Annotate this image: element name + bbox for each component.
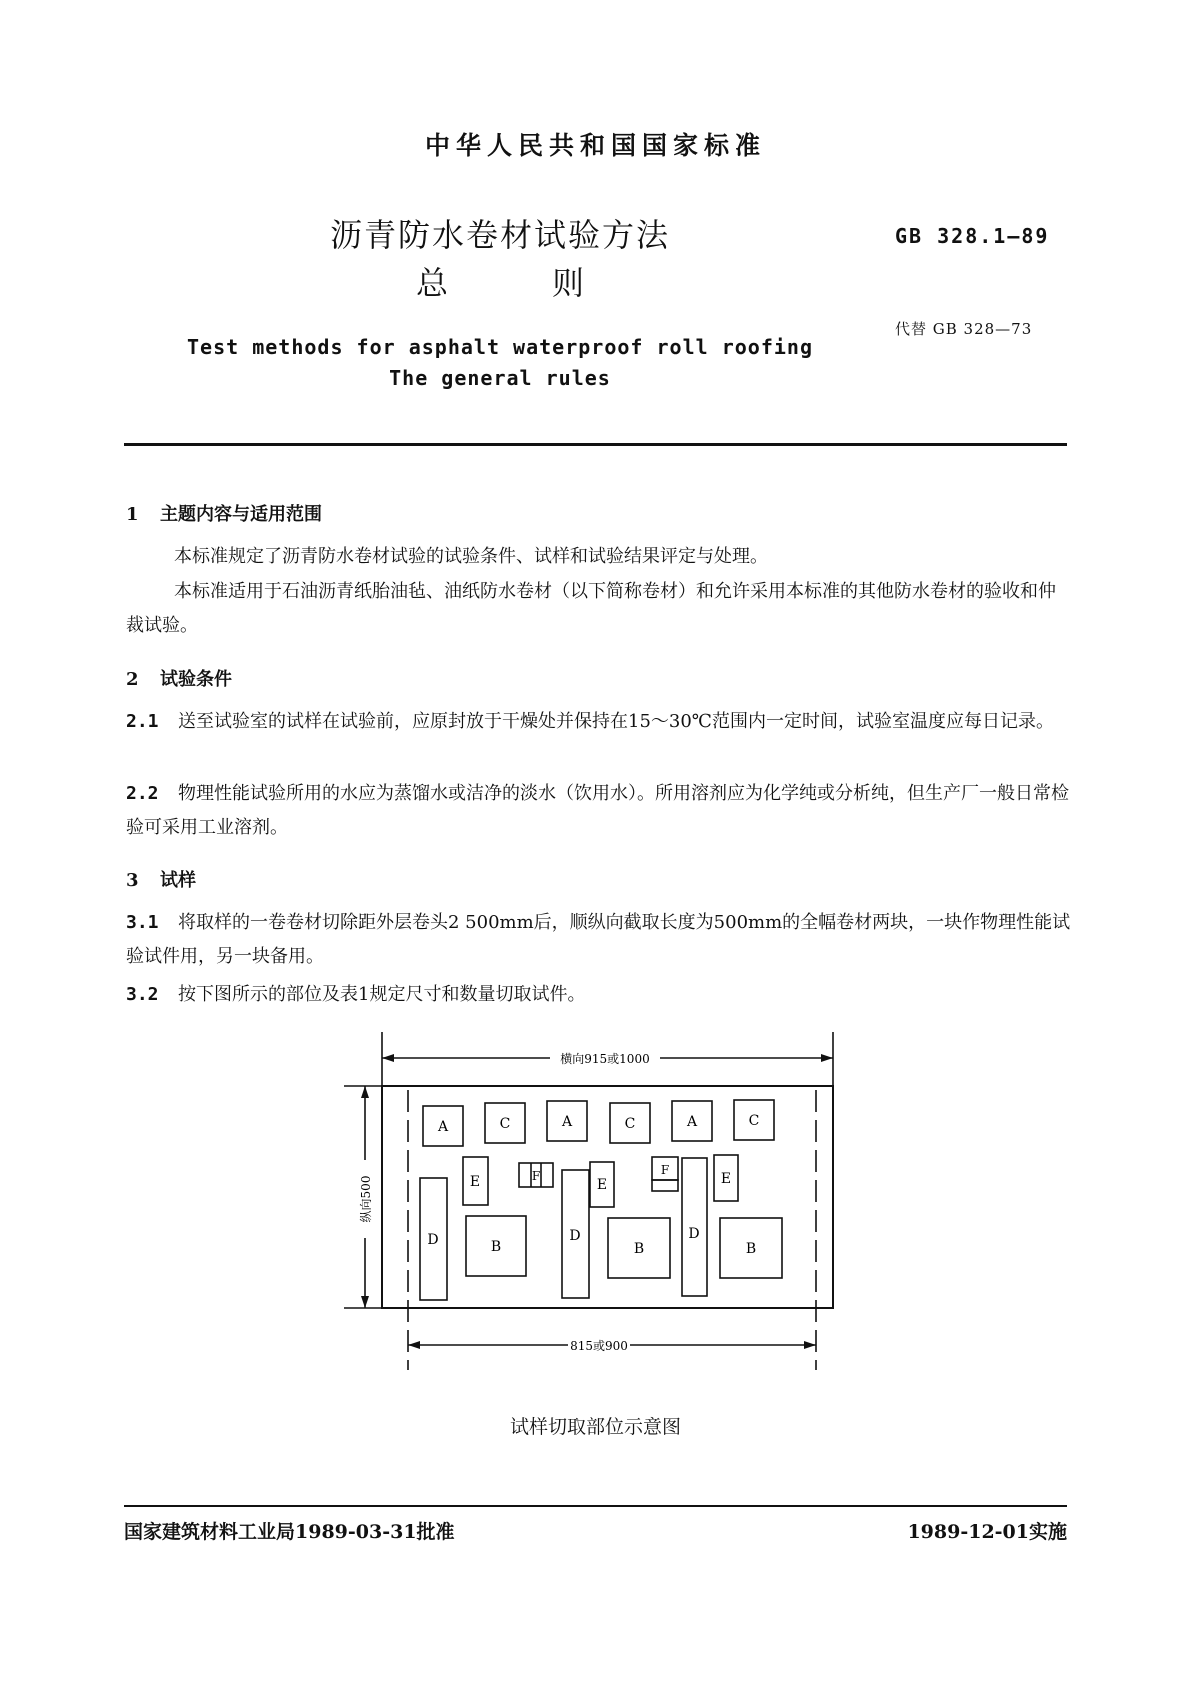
clause-2-2	[126, 777, 1071, 845]
title-en: Test methods for asphalt waterproof roll roofing	[187, 335, 813, 359]
label-f-2: F	[660, 1163, 670, 1177]
dim-inner-label: 815或900	[570, 1339, 628, 1353]
label-a-3: A	[686, 1114, 698, 1130]
arrow-top-right	[821, 1054, 833, 1062]
arrow-bottom-left	[408, 1341, 420, 1349]
label-e-3: E	[720, 1171, 732, 1187]
label-d-1: D	[427, 1232, 439, 1248]
section-1-heading	[126, 500, 322, 526]
label-d-2: D	[569, 1228, 581, 1244]
clause-2-1-number: 2.1	[126, 711, 159, 732]
arrow-left-top	[361, 1086, 369, 1098]
replaces-note: 代替 GB 328—73	[895, 320, 1033, 338]
effective-date: 1989-12-01实施	[907, 1521, 1067, 1543]
subtitle-zh	[250, 258, 750, 304]
clause-2-2-number: 2.2	[126, 783, 159, 804]
label-f-1: F	[531, 1169, 541, 1183]
subtitle-en: The general rules	[389, 366, 611, 390]
label-a-2: A	[561, 1114, 573, 1130]
footer-divider	[124, 1505, 1067, 1507]
section-2-heading	[126, 665, 232, 691]
label-b-2: B	[633, 1241, 645, 1257]
clause-3-1	[126, 906, 1071, 974]
label-e-1: E	[469, 1174, 481, 1190]
clause-3-1-text: 将取样的一卷卷材切除距外层卷头2 500mm后，顺纵向截取长度为500mm的全幅卷材两块，一块作物理性能试验试件用，另一块备用。	[126, 912, 1071, 967]
label-e-2: E	[596, 1177, 608, 1193]
figure-caption: 试样切取部位示意图	[509, 1416, 681, 1438]
subtitle-zh-part-1: 总	[415, 264, 448, 302]
section-1-paragraph-2: 本标准适用于石油沥青纸胎油毡、油纸防水卷材（以下简称卷材）和允许采用本标准的其他防水卷材的验收和仲裁试验。	[126, 581, 1056, 636]
clause-3-1-number: 3.1	[126, 912, 159, 933]
subtitle-zh-part-2: 则	[552, 264, 585, 302]
dim-height-label: 纵向500	[359, 1175, 373, 1223]
arrow-left-bottom	[361, 1296, 369, 1308]
clause-2-2-text: 物理性能试验所用的水应为蒸馏水或洁净的淡水（饮用水）。所用溶剂应为化学纯或分析纯，但生产厂一般日常检验可采用工业溶剂。	[126, 783, 1069, 838]
label-b-1: B	[490, 1239, 502, 1255]
section-2-title: 试验条件	[160, 669, 232, 690]
arrow-bottom-right	[804, 1341, 816, 1349]
title-zh: 沥青防水卷材试验方法	[329, 216, 670, 254]
header-divider	[124, 443, 1067, 446]
section-2-number: 2	[126, 669, 139, 690]
dim-width-label: 横向915或1000	[560, 1052, 650, 1066]
label-d-3: D	[688, 1226, 700, 1242]
clause-2-1-text: 送至试验室的试样在试验前，应原封放于干燥处并保持在15～30℃范围内一定时间，试验室温度应每日记录。	[178, 711, 1054, 732]
clause-3-2-text: 按下图所示的部位及表1规定尺寸和数量切取试件。	[178, 984, 586, 1005]
section-1-title: 主题内容与适用范围	[160, 504, 322, 525]
sample-cutting-diagram	[330, 1030, 870, 1375]
clause-3-2-number: 3.2	[126, 984, 159, 1005]
section-1-paragraph-1: 本标准规定了沥青防水卷材试验的试验条件、试样和试验结果评定与处理。	[174, 546, 768, 567]
approval-note: 国家建筑材料工业局1989-03-31批准	[124, 1521, 455, 1543]
section-3-heading	[126, 866, 196, 892]
arrow-top-left	[382, 1054, 394, 1062]
national-standard-heading: 中华人民共和国国家标准	[424, 131, 766, 160]
section-3-number: 3	[126, 870, 139, 891]
clause-2-1	[126, 705, 1071, 739]
label-c-1: C	[499, 1116, 511, 1132]
label-c-2: C	[624, 1116, 636, 1132]
label-b-3: B	[745, 1241, 757, 1257]
section-3-title: 试样	[160, 870, 196, 891]
label-a-1: A	[437, 1119, 449, 1135]
section-1-number: 1	[126, 504, 139, 525]
gb-code: GB 328.1—89	[895, 224, 1050, 248]
clause-3-2	[126, 978, 1071, 1012]
label-c-3: C	[748, 1113, 760, 1129]
